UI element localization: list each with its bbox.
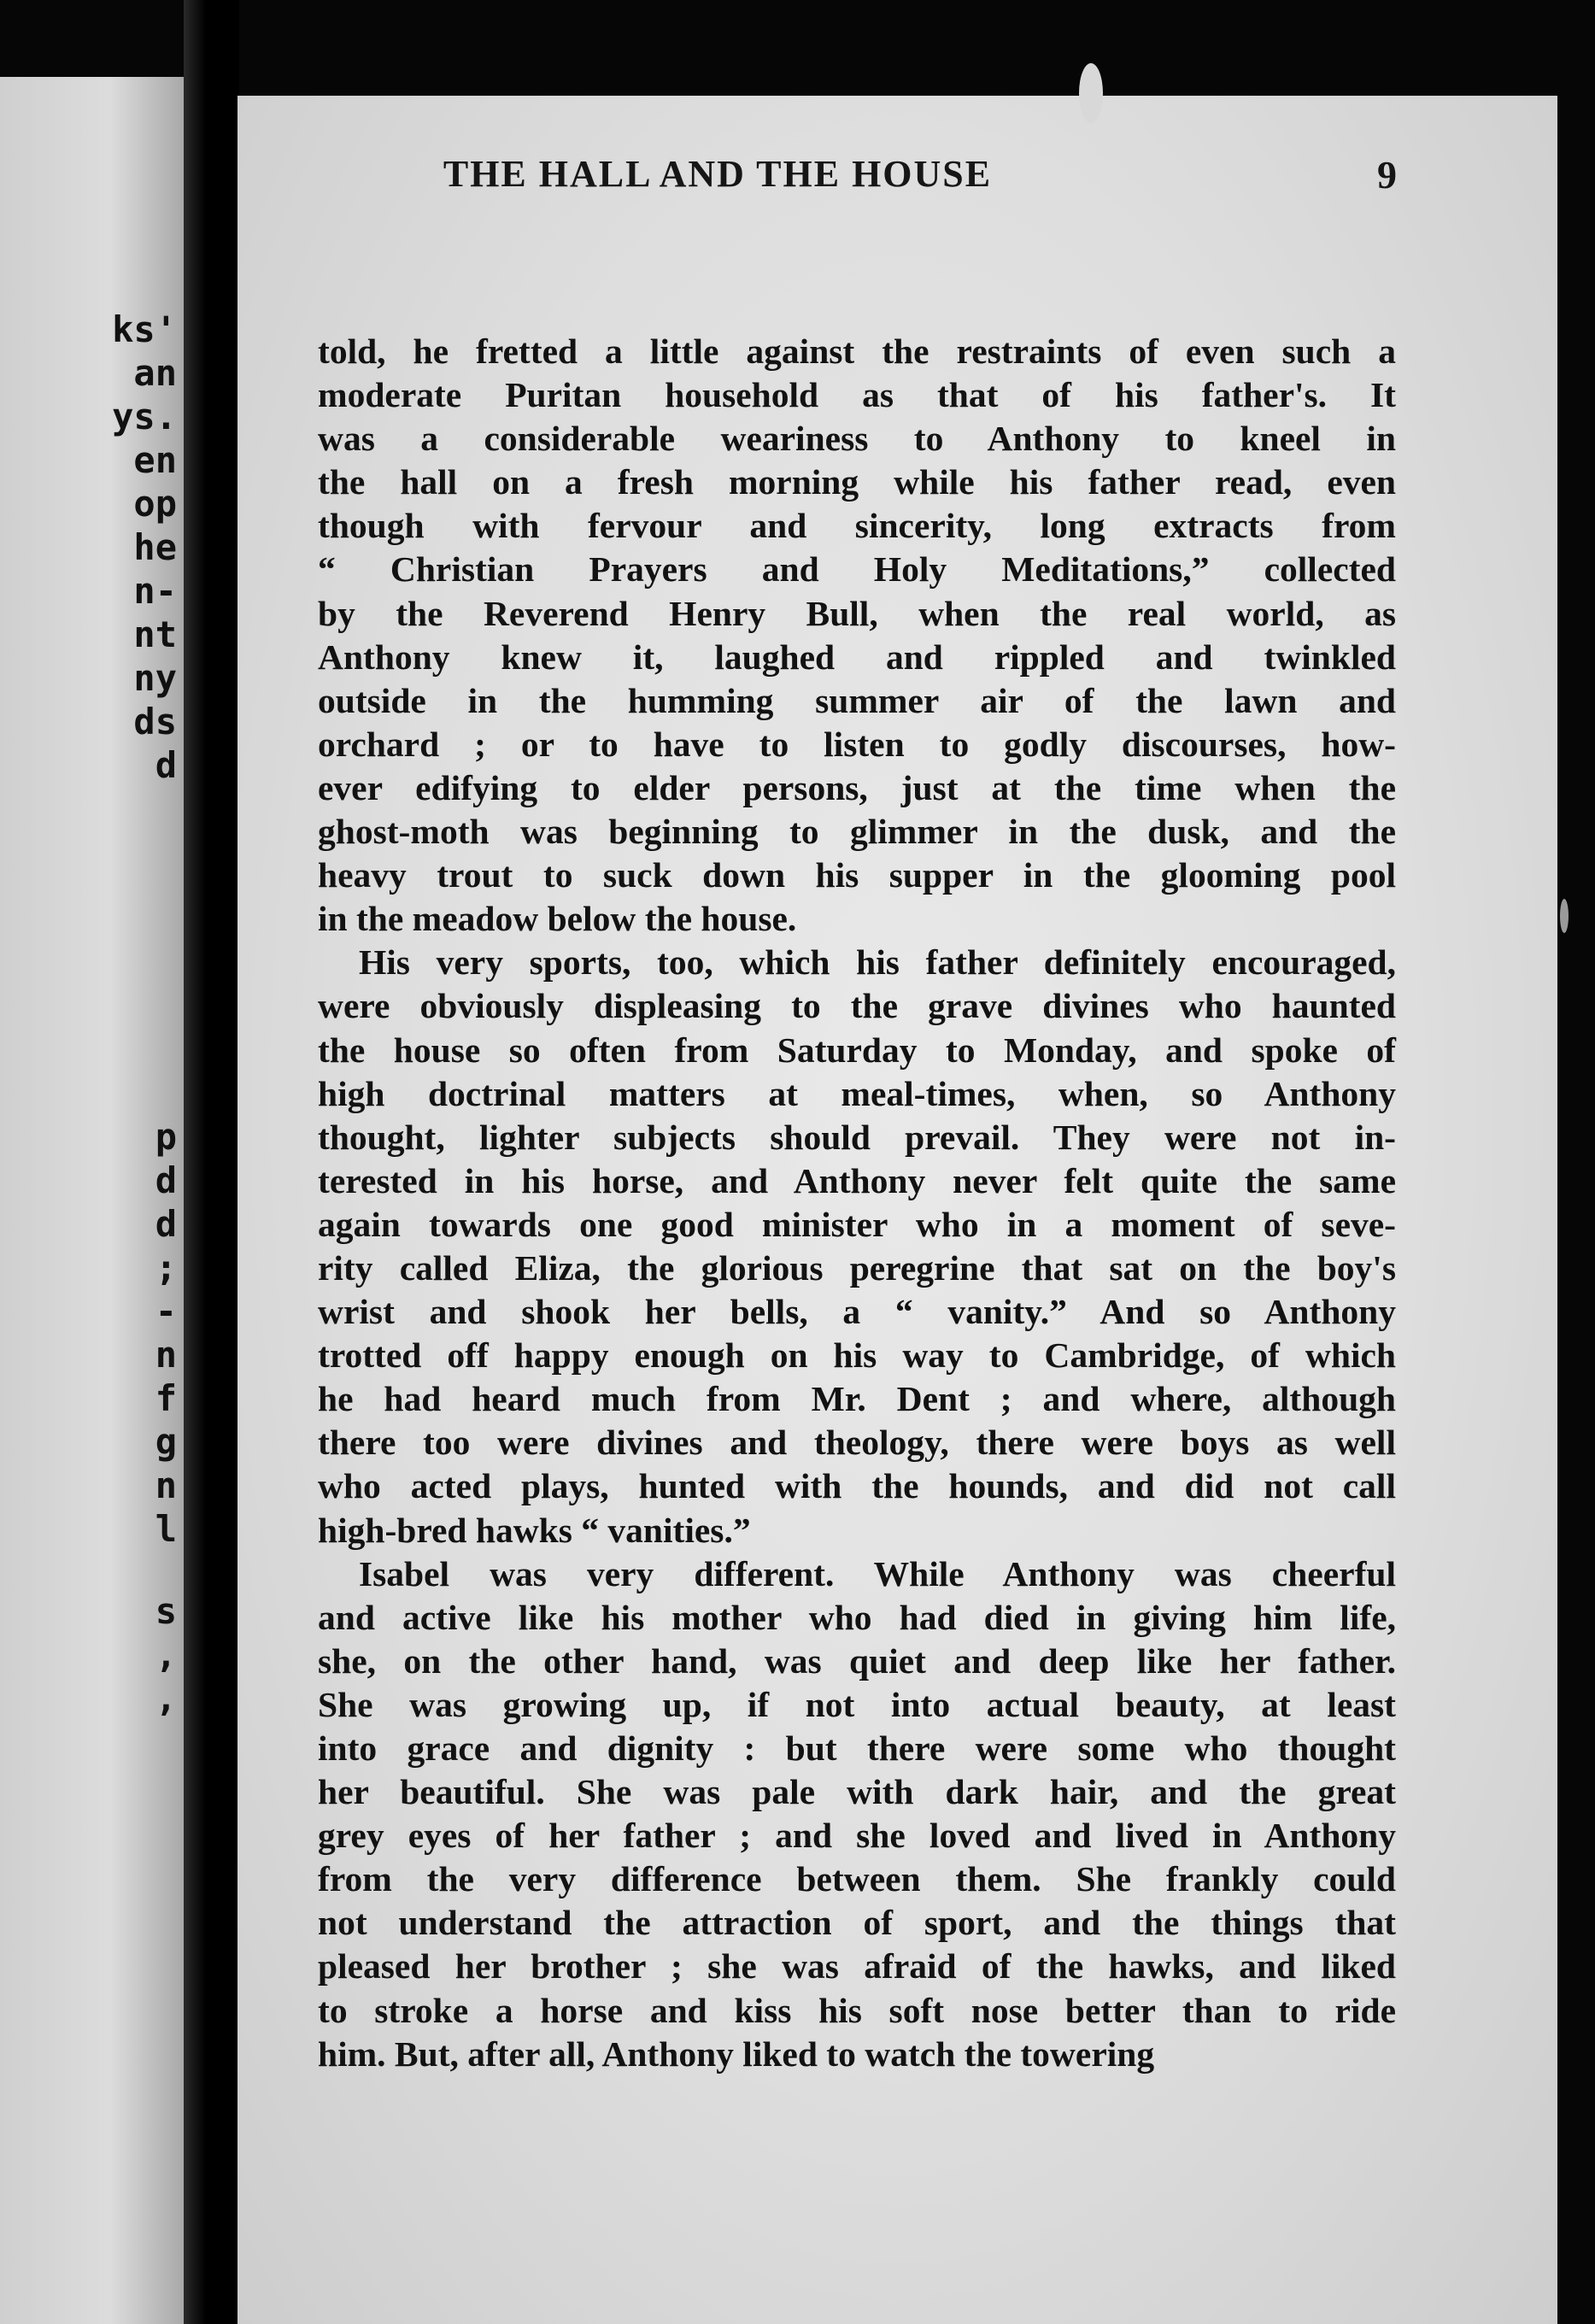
text-line: by the Reverend Henry Bull, when the real world, as bbox=[318, 593, 1396, 633]
body-text bbox=[318, 330, 1396, 2076]
text-line: though with fervour and sincerity, long extracts from bbox=[318, 506, 1396, 546]
paragraph bbox=[318, 330, 1396, 941]
text-line: trotted off happy enough on his way to Cambridge, of which bbox=[318, 1335, 1396, 1376]
paragraph bbox=[318, 1552, 1396, 2076]
text-line: thought, lighter subjects should prevail. They were not in- bbox=[318, 1117, 1396, 1157]
text-line: wrist and shook her bells, a “ vanity.” And so Anthony bbox=[318, 1292, 1396, 1332]
facing-page-fragment-a: ks' an ys. en op he n- nt ny ds d bbox=[112, 308, 177, 786]
text-line: him. But, after all, Anthony liked to watch the towering bbox=[318, 2034, 1155, 2074]
text-line: orchard ; or to have to listen to godly discourses, how- bbox=[318, 724, 1396, 764]
text-line: heavy trout to suck down his supper in the glooming pool bbox=[318, 855, 1396, 895]
text-line: from the very difference between them. She frankly could bbox=[318, 1859, 1396, 1899]
text-line: into grace and dignity : but there were some who thought bbox=[318, 1728, 1396, 1768]
page-number: 9 bbox=[1377, 153, 1397, 197]
text-line: high doctrinal matters at meal-times, when, so Anthony bbox=[318, 1073, 1396, 1113]
text-line: again towards one good minister who in a moment of seve- bbox=[318, 1204, 1396, 1244]
text-line: grey eyes of her father ; and she loved and lived in Anthony bbox=[318, 1816, 1396, 1856]
text-line: Anthony knew it, laughed and rippled and twinkled bbox=[318, 637, 1396, 677]
text-line: were obviously displeasing to the grave divines who haunted bbox=[318, 986, 1396, 1026]
text-line: in the meadow below the house. bbox=[318, 899, 797, 939]
text-line: moderate Puritan household as that of his father's. It bbox=[318, 375, 1396, 415]
scan-speck bbox=[1079, 63, 1103, 123]
running-head-title: THE HALL AND THE HOUSE bbox=[443, 153, 993, 195]
text-line: His very sports, too, which his father definitely encouraged, bbox=[359, 942, 1396, 983]
text-line: there too were divines and theology, there were boys as well bbox=[318, 1423, 1396, 1463]
text-line: she, on the other hand, was quiet and deep like her father. bbox=[318, 1640, 1396, 1681]
text-line: told, he fretted a little against the restraints of even such a bbox=[318, 332, 1396, 371]
text-line: pleased her brother ; she was afraid of the hawks, and liked bbox=[318, 1946, 1396, 1987]
facing-page-edge bbox=[0, 77, 184, 2324]
book-gutter-shadow bbox=[184, 0, 239, 2324]
text-line: She was growing up, if not into actual beauty, at least bbox=[318, 1684, 1396, 1724]
text-line: to stroke a horse and kiss his soft nose better than to ride bbox=[318, 1990, 1396, 2030]
text-line: he had heard much from Mr. Dent ; and where, although bbox=[318, 1379, 1396, 1419]
text-line: Isabel was very different. While Anthony was cheerful bbox=[359, 1553, 1396, 1593]
text-line: “ Christian Prayers and Holy Meditations,” collected bbox=[318, 549, 1396, 590]
text-line: ghost-moth was beginning to glimmer in the dusk, and the bbox=[318, 812, 1396, 852]
scan-speck bbox=[1560, 899, 1569, 933]
text-line: terested in his horse, and Anthony never felt quite the same bbox=[318, 1160, 1396, 1200]
text-line: and active like his mother who had died in giving him life, bbox=[318, 1597, 1396, 1637]
text-line: not understand the attraction of sport, and the things that bbox=[318, 1903, 1396, 1943]
text-line: the house so often from Saturday to Monday, and spoke of bbox=[318, 1030, 1396, 1070]
paragraph bbox=[318, 941, 1396, 1552]
running-head bbox=[214, 152, 1397, 203]
text-line: outside in the humming summer air of the lawn and bbox=[318, 680, 1396, 720]
text-line: rity called Eliza, the glorious peregrine that sat on the boy's bbox=[318, 1247, 1396, 1288]
text-line: ever edifying to elder persons, just at the time when the bbox=[318, 767, 1396, 807]
facing-page-fragment-b: p d d ; - n f g n l bbox=[155, 1116, 177, 1550]
facing-page-fragment-c: s , , bbox=[155, 1590, 177, 1719]
text-line: her beautiful. She was pale with dark hair, and the great bbox=[318, 1772, 1396, 1812]
text-line: was a considerable weariness to Anthony to kneel in bbox=[318, 419, 1396, 459]
text-line: high-bred hawks “ vanities.” bbox=[318, 1510, 751, 1550]
text-line: who acted plays, hunted with the hounds, and did not call bbox=[318, 1466, 1396, 1506]
text-line: the hall on a fresh morning while his father read, even bbox=[318, 462, 1396, 502]
